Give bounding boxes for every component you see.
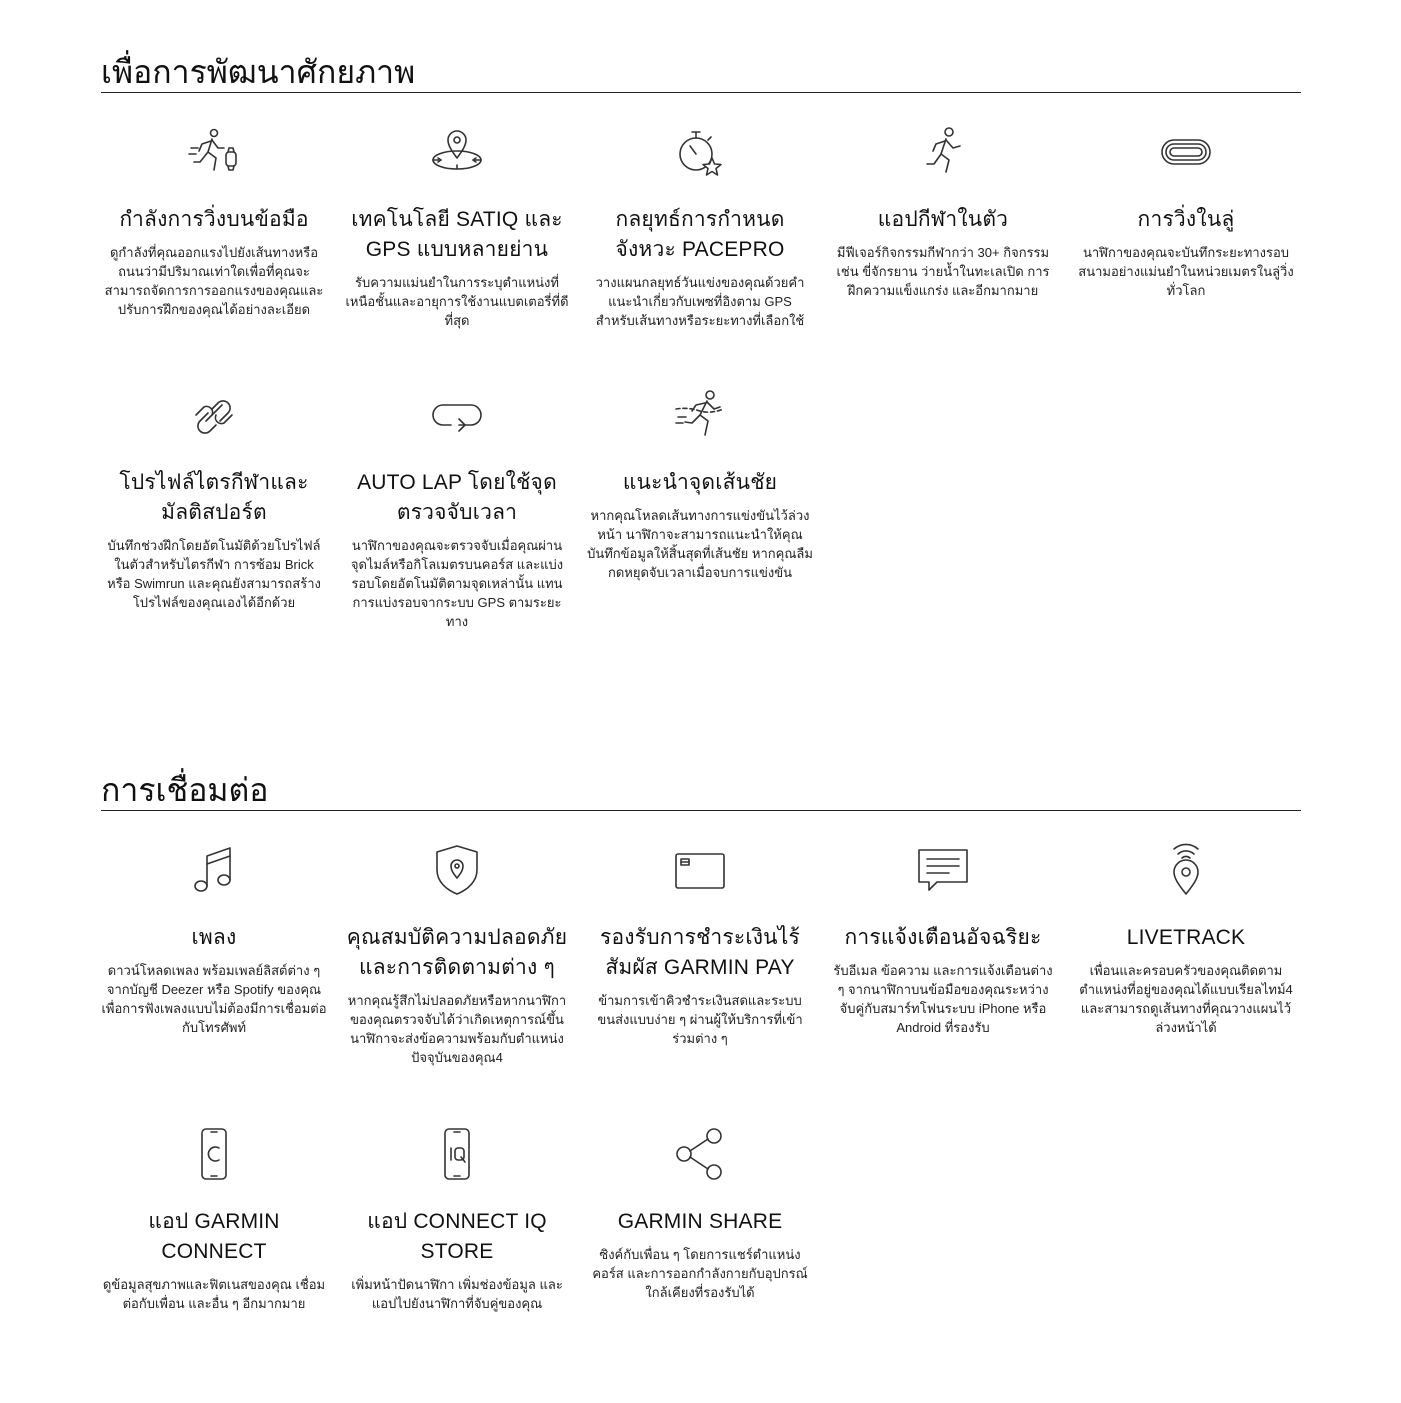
feature-title: แอป GARMIN CONNECT (148, 1210, 280, 1263)
feature-garmin-connect-app (101, 1125, 327, 1313)
feature-description: ดูข้อมูลสุขภาพและฟิตเนสของคุณ เชื่อมต่อกับเพื่อน และอื่น ๆ อีกมากมาย (102, 1277, 326, 1311)
runner-with-watch-icon (101, 123, 327, 181)
section-divider (101, 92, 1301, 93)
feature-description: ดาวน์โหลดเพลง พร้อมเพลย์ลิสต์ต่าง ๆ จากบัญชี Deezer หรือ Spotify ของคุณ เพื่อการฟังเพลงแบบไม่ต้องมีการเชื่อมต่อกับโทรศัพท์ (101, 963, 327, 1035)
linked-rings-icon (101, 386, 327, 444)
feature-auto-lap (344, 386, 570, 631)
feature-description: มีฟีเจอร์กิจกรรมกีฬากว่า 30+ กิจกรรม เช่น ขี่จักรยาน ว่ายน้ำในทะเลเปิด การฝึกความแข็งแกร่ง และอีกมากมาย (836, 245, 1050, 298)
feature-description: เพิ่มหน้าปัดนาฬิกา เพิ่มช่องข้อมูล และแอปไปยังนาฬิกาที่จับคู่ของคุณ (351, 1277, 563, 1311)
feature-title: เพลง (191, 926, 237, 949)
feature-description: รับความแม่นยำในการระบุตำแหน่งที่เหนือชั้นและอายุการใช้งานแบตเตอรี่ที่ดีที่สุด (345, 275, 569, 328)
feature-title: เทคโนโลยี SATIQ และ GPS แบบหลายย่าน (351, 208, 563, 261)
feature-title: การวิ่งในลู่ (1137, 208, 1235, 231)
message-bubble-icon (830, 841, 1056, 899)
section-title: เพื่อการพัฒนาศักยภาพ (101, 53, 416, 91)
feature-title: การแจ้งเตือนอัจฉริยะ (844, 926, 1042, 949)
finish-line-runner-icon (587, 386, 813, 444)
feature-description: รับอีเมล ข้อความ และการแจ้งเตือนต่าง ๆ จากนาฬิกาบนข้อมือของคุณระหว่างจับคู่กับสมาร์ทโฟนระบบ iPhone หรือ Android ที่รองรับ (833, 963, 1053, 1035)
feature-title: กลยุทธ์การกำหนดจังหวะ PACEPRO (615, 208, 785, 261)
feature-connect-iq-store (344, 1125, 570, 1313)
feature-description: ข้ามการเข้าคิวชำระเงินสดและระบบขนส่งแบบง่าย ๆ ผ่านผู้ให้บริการที่เข้าร่วมต่าง ๆ (597, 993, 803, 1046)
feature-description: บันทึกช่วงฝึกโดยอัตโนมัติด้วยโปรไฟล์ในตัวสำหรับไตรกีฬา การซ้อม Brick หรือ Swimrun และคุณยังสามารถสร้างโปรไฟล์ของคุณเองได้อีกด้วย (107, 538, 321, 610)
music-note-icon (101, 841, 327, 899)
feature-title: คุณสมบัติความปลอดภัยและการติดตามต่าง ๆ (346, 926, 568, 979)
feature-description: ดูกำลังที่คุณออกแรงไปยังเส้นทางหรือถนนว่ามีปริมาณเท่าใดเพื่อที่คุณจะสามารถจัดการการออกแรงของคุณและปรับการฝึกของคุณได้อย่างละเอียด (104, 245, 324, 317)
feature-title: แนะนำจุดเส้นชัย (622, 471, 778, 494)
feature-description: นาฬิกาของคุณจะบันทึกระยะทางรอบสนามอย่างแม่นยำในหน่วยเมตรในลู่วิ่งทั่วโลก (1078, 245, 1294, 298)
feature-running-power (101, 123, 327, 330)
feature-garmin-share (587, 1125, 813, 1313)
feature-smart-notifications (830, 841, 1056, 1067)
feature-title: GARMIN SHARE (617, 1210, 783, 1233)
feature-music (101, 841, 327, 1067)
feature-builtin-sports (830, 123, 1056, 330)
stopwatch-star-icon (587, 123, 813, 181)
feature-livetrack (1073, 841, 1299, 1067)
section-training (101, 52, 1301, 631)
section-divider (101, 810, 1301, 811)
loop-arrow-icon (344, 386, 570, 444)
feature-description: นาฬิกาของคุณจะตรวจจับเมื่อคุณผ่านจุดไมล์หรือกิโลเมตรบนคอร์ส และแบ่งรอบโดยอัตโนมัติตามจุดเหล่านั้น แทนการแบ่งรอบจากระบบ GPS ตามระยะทาง (350, 538, 564, 629)
live-location-pin-icon (1073, 841, 1299, 899)
payment-card-icon (587, 841, 813, 899)
feature-title: รองรับการชำระเงินไร้สัมผัส GARMIN PAY (600, 926, 800, 979)
feature-title: AUTO LAP โดยใช้จุดตรวจจับเวลา (357, 471, 557, 524)
section-connectivity (101, 770, 1301, 1313)
feature-safety-tracking (344, 841, 570, 1067)
shield-location-icon (344, 841, 570, 899)
feature-title: แอป CONNECT IQ STORE (367, 1210, 547, 1263)
feature-garmin-pay (587, 841, 813, 1067)
feature-pacepro (587, 123, 813, 330)
feature-title: โปรไฟล์ไตรกีฬาและมัลติสปอร์ต (119, 471, 309, 524)
feature-title: LIVETRACK (1126, 926, 1246, 949)
phone-iq-icon (344, 1125, 570, 1183)
phone-connect-icon (101, 1125, 327, 1183)
feature-track-run (1073, 123, 1299, 330)
feature-triathlon (101, 386, 327, 631)
running-person-icon (830, 123, 1056, 181)
feature-title: กำลังการวิ่งบนข้อมือ (119, 208, 309, 231)
feature-description: เพื่อนและครอบครัวของคุณติดตามตำแหน่งที่อยู่ของคุณได้แบบเรียลไทม์4 และสามารถดูเส้นทางที่คุณวางแผนไว้ล่วงหน้าได้ (1079, 963, 1293, 1035)
feature-description: หากคุณโหลดเส้นทางการแข่งขันไว้ล่วงหน้า นาฬิกาจะสามารถแนะนำให้คุณบันทึกข้อมูลให้สิ้นสุดที่เส้นชัย หากคุณลืมกดหยุดจับเวลาเมื่อจบการแข่งขัน (587, 508, 813, 580)
feature-description: หากคุณรู้สึกไม่ปลอดภัยหรือหากนาฬิกาของคุณตรวจจับได้ว่าเกิดเหตุการณ์ขึ้น นาฬิกาจะส่งข้อความพร้อมกับตำแหน่งปัจจุบันของคุณ4 (347, 993, 567, 1065)
feature-description: วางแผนกลยุทธ์วันแข่งของคุณด้วยคำแนะนำเกี่ยวกับเพซที่อิงตาม GPS สำหรับเส้นทางหรือระยะทางที่เลือกใช้ (595, 275, 805, 328)
section-title: การเชื่อมต่อ (101, 771, 269, 809)
feature-description: ซิงค์กับเพื่อน ๆ โดยการแชร์ตำแหน่งคอร์ส และการออกกำลังกายกับอุปกรณ์ใกล้เคียงที่รองรับได้ (592, 1247, 808, 1300)
feature-title: แอปกีฬาในตัว (877, 208, 1009, 231)
feature-finish-line (587, 386, 813, 631)
share-icon (587, 1125, 813, 1183)
gps-satellite-pin-icon (344, 123, 570, 181)
running-track-icon (1073, 123, 1299, 181)
feature-satiq-gps (344, 123, 570, 330)
